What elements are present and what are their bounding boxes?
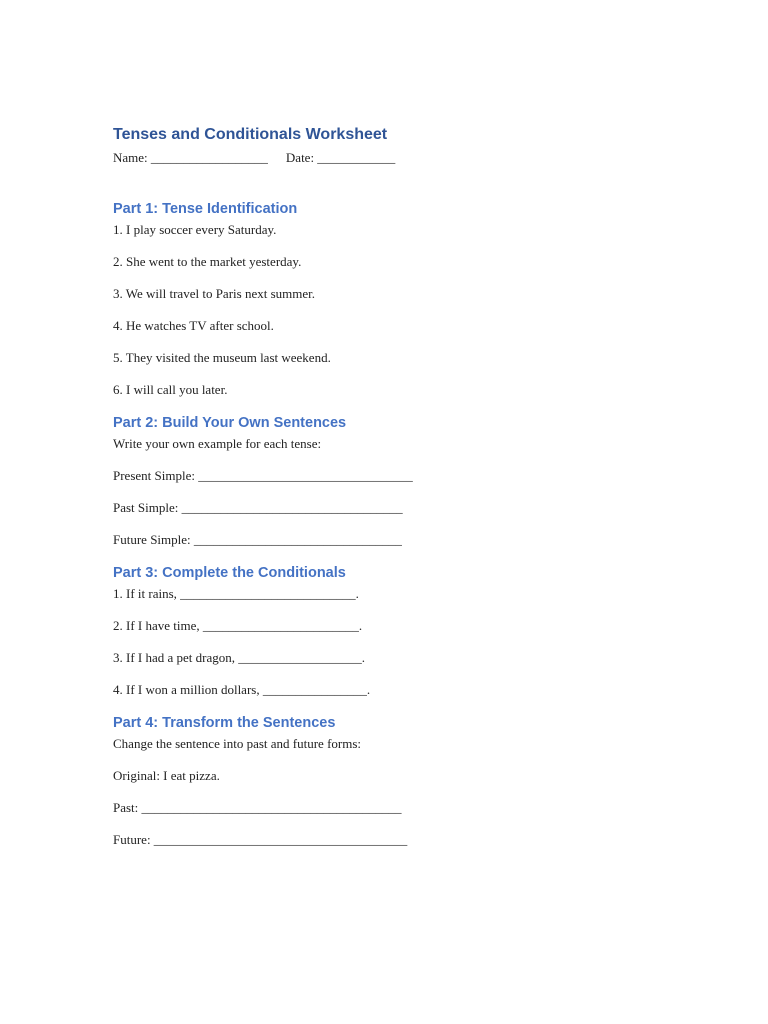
name-date-line [113, 149, 673, 167]
part3-heading: Part 3: Complete the Conditionals [113, 565, 346, 581]
part4-instruction: Change the sentence into past and future forms: [113, 736, 362, 751]
list-item: Present Simple: _________________________________ [113, 468, 413, 483]
list-item: 2. If I have time, ________________________. [113, 618, 363, 633]
list-item: 3. We will travel to Paris next summer. [113, 286, 315, 301]
list-item: 5. They visited the museum last weekend. [113, 350, 331, 365]
name-field: Name: __________________ [113, 150, 268, 165]
worksheet-title: Tenses and Conditionals Worksheet [113, 126, 388, 143]
date-field: Date: ____________ [285, 150, 396, 165]
original-sentence: Original: I eat pizza. [113, 768, 220, 783]
past-form-line: Past: ________________________________________ [113, 800, 402, 815]
list-item: Past Simple: __________________________________ [113, 500, 403, 515]
list-item: 2. She went to the market yesterday. [113, 254, 302, 269]
list-item: 3. If I had a pet dragon, ___________________. [113, 650, 366, 665]
part2-heading: Part 2: Build Your Own Sentences [113, 415, 347, 431]
part2-instruction: Write your own example for each tense: [113, 436, 322, 451]
list-item: 4. He watches TV after school. [113, 318, 274, 333]
part1-heading: Part 1: Tense Identification [113, 201, 298, 217]
list-item: 4. If I won a million dollars, ________________. [113, 682, 371, 697]
part4-heading: Part 4: Transform the Sentences [113, 715, 336, 731]
future-form-line: Future: _______________________________________ [113, 832, 408, 847]
list-item: 1. I play soccer every Saturday. [113, 222, 277, 237]
list-item: 6. I will call you later. [113, 382, 228, 397]
list-item: 1. If it rains, ___________________________. [113, 586, 359, 601]
worksheet-page [113, 124, 673, 849]
list-item: Future Simple: ________________________________ [113, 532, 402, 547]
